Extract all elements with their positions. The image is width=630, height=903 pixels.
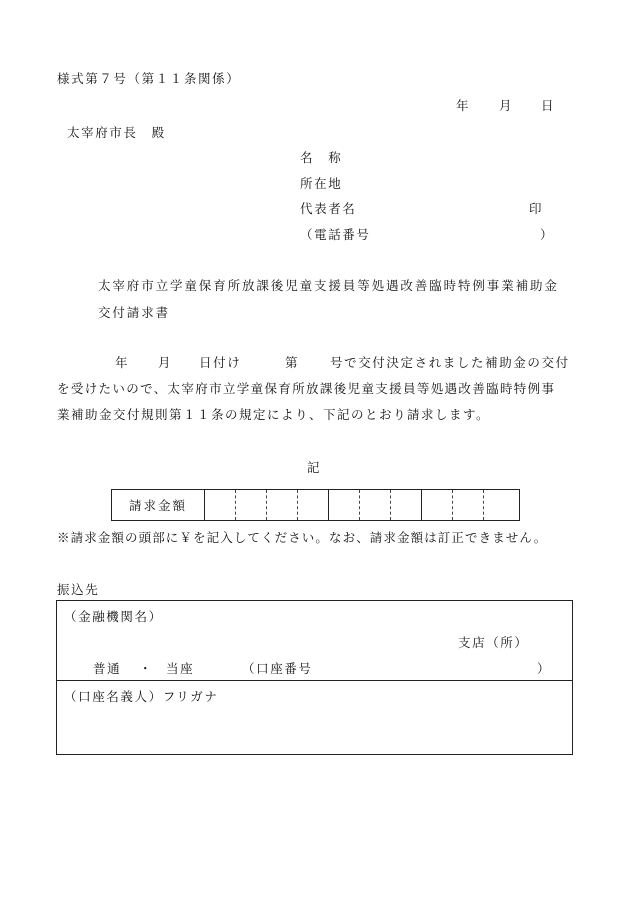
transfer-heading: 振込先	[57, 582, 100, 597]
amount-digit-cell[interactable]	[453, 490, 484, 520]
applicant-address-label: 所在地	[300, 176, 343, 191]
ki-heading: 記	[307, 460, 322, 475]
amount-digit-cell[interactable]	[484, 490, 515, 520]
body-line1-text: 号で交付決定されました補助金の交付	[330, 355, 570, 370]
phone-close-paren: ）	[540, 227, 555, 242]
account-type-futsu[interactable]: 普通	[93, 661, 122, 676]
phone-label: （電話番号	[300, 227, 371, 242]
amount-digit-cell[interactable]	[298, 490, 329, 520]
bank-box-divider	[57, 680, 572, 681]
amount-table	[111, 489, 520, 521]
amount-digit-cell[interactable]	[205, 490, 236, 520]
seal-mark: 印	[529, 201, 544, 216]
date-day-label: 日	[541, 98, 556, 113]
body-number-prefix: 第	[285, 355, 300, 370]
body-year: 年	[115, 355, 130, 370]
branch-label: 支店（所）	[458, 635, 529, 650]
account-type-separator: ・	[139, 661, 154, 676]
body-line3: 業補助金交付規則第１１条の規定により、下記のとおり請求します。	[57, 407, 491, 422]
amount-digit-cell[interactable]	[422, 490, 453, 520]
account-holder-label: （口座名義人）フリガナ	[64, 689, 219, 704]
amount-note: ※請求金額の頭部に￥を記入してください。なお、請求金額は訂正できません。	[57, 530, 548, 545]
account-number-close-paren: ）	[537, 661, 552, 676]
account-number-label: （口座番号	[242, 661, 313, 676]
amount-digit-cell[interactable]	[329, 490, 360, 520]
date-month-label: 月	[499, 98, 514, 113]
document-title-line1: 太宰府市立学童保育所放課後児童支援員等処遇改善臨時特例事業補助金	[98, 278, 559, 293]
date-year-label: 年	[456, 98, 471, 113]
amount-digit-cell[interactable]	[236, 490, 267, 520]
applicant-name-label: 名 称	[300, 150, 343, 165]
amount-digit-cell[interactable]	[267, 490, 298, 520]
body-month: 月	[158, 355, 173, 370]
document-title-line2: 交付請求書	[98, 305, 171, 320]
bank-info-box	[56, 600, 573, 755]
body-day: 日付け	[199, 355, 242, 370]
amount-digit-cell[interactable]	[360, 490, 391, 520]
account-type-touza[interactable]: 当座	[166, 661, 195, 676]
applicant-representative-label: 代表者名	[300, 201, 357, 216]
amount-label: 請求金額	[112, 490, 205, 520]
addressee: 太宰府市長 殿	[67, 125, 166, 140]
form-number: 様式第７号（第１１条関係）	[57, 71, 241, 86]
body-line2: を受けたいので、太宰府市立学童保育所放課後児童支援員等処遇改善臨時特例事	[57, 381, 556, 396]
amount-digit-cell[interactable]	[391, 490, 422, 520]
bank-name-label: （金融機関名）	[64, 609, 163, 624]
